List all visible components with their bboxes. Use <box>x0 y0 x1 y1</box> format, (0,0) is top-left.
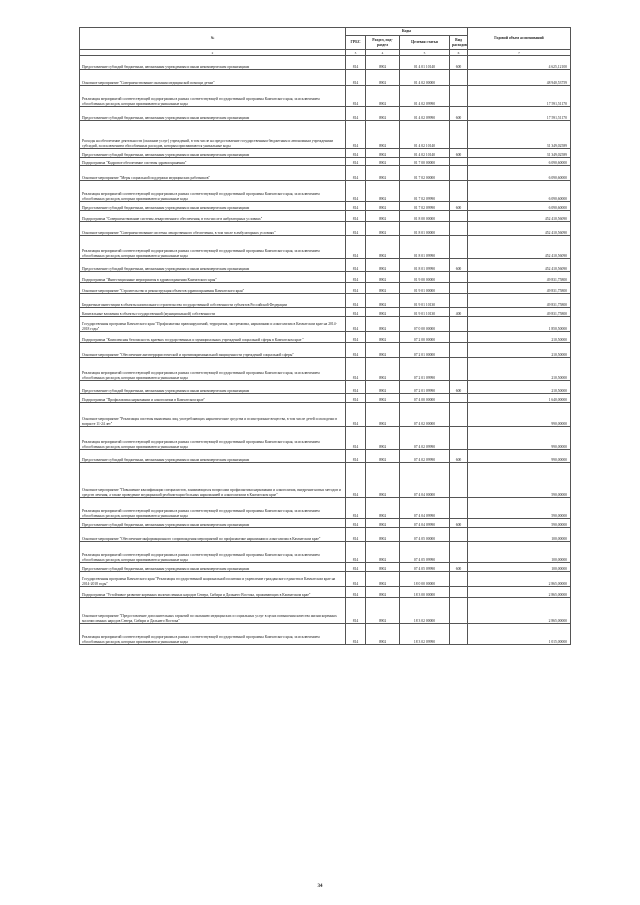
row-grbs-cell: 814 <box>346 308 366 317</box>
row-name-cell: Предоставление субсидий бюджетным, автономным учреждениям и иным некоммерческим организациям <box>80 519 346 528</box>
table-row <box>80 222 571 236</box>
row-target-cell: 07 4 05 09990 <box>400 563 450 572</box>
table-row <box>80 528 571 542</box>
row-expense-type-cell <box>450 463 468 498</box>
row-target-cell: 07 2 01 00000 <box>400 343 450 358</box>
row-grbs-cell: 814 <box>346 211 366 222</box>
row-grbs-cell: 814 <box>346 542 366 563</box>
row-target-cell: 07 0 00 00000 <box>400 317 450 332</box>
row-section-cell: 0902 <box>366 542 400 563</box>
row-expense-type-cell <box>450 498 468 519</box>
row-amount-cell: 100,00000 <box>468 542 571 563</box>
row-section-cell: 0902 <box>366 308 400 317</box>
table-row <box>80 427 571 450</box>
table-row <box>80 166 571 181</box>
row-section-cell: 0902 <box>366 450 400 463</box>
table-row <box>80 308 571 317</box>
row-name-cell: Расходы на обеспечение деятельности (оказание услуг) учреждений, в том числе на предоставление государственным бюджетным и автономным учреждениям субсидий, за исключением обособленных расходов, которым присваиваются уникальные коды <box>80 121 346 149</box>
row-section-cell: 0902 <box>366 202 400 211</box>
row-amount-cell: 100,00000 <box>468 563 571 572</box>
table-row <box>80 202 571 211</box>
row-expense-type-cell <box>450 427 468 450</box>
row-amount-cell: 1 640,00000 <box>468 394 571 403</box>
table-row <box>80 381 571 394</box>
row-grbs-cell: 814 <box>346 587 366 598</box>
row-section-cell: 0902 <box>366 358 400 381</box>
row-amount-cell: 590,00000 <box>468 498 571 519</box>
row-amount-cell: 452 410,56090 <box>468 259 571 272</box>
row-target-cell: 01 4 02 10140 <box>400 121 450 149</box>
row-amount-cell: 49 831,75800 <box>468 283 571 294</box>
row-name-cell: Бюджетные инвестиции в объекты капитального строительства государственной собственности субъектов Российской Федерации <box>80 294 346 308</box>
row-section-cell: 0902 <box>366 236 400 259</box>
table-row <box>80 498 571 519</box>
row-target-cell: 01 7 02 09990 <box>400 181 450 202</box>
table-row <box>80 107 571 121</box>
row-amount-cell: 452 410,56090 <box>468 236 571 259</box>
row-name-cell: Предоставление субсидий бюджетным, автономным учреждениям и иным некоммерческим организациям <box>80 259 346 272</box>
table-row <box>80 519 571 528</box>
table-row <box>80 158 571 166</box>
row-section-cell: 0902 <box>366 166 400 181</box>
row-name-cell: Подпрограмма "Профилактика наркомании и алкоголизма в Камчатском крае" <box>80 394 346 403</box>
row-target-cell: 07 4 02 09990 <box>400 427 450 450</box>
row-name-cell: Реализация мероприятий соответствующей подпрограммы в рамках соответствующей государственной программы Камчатского края, за исключением обособленных расходов, которым присваиваются уникальные коды <box>80 236 346 259</box>
row-amount-cell: 452 410,56090 <box>468 211 571 222</box>
row-grbs-cell: 814 <box>346 332 366 343</box>
row-expense-type-cell: 600 <box>450 202 468 211</box>
table-row <box>80 272 571 283</box>
row-section-cell: 0902 <box>366 498 400 519</box>
row-section-cell: 0902 <box>366 294 400 308</box>
row-target-cell: 07 4 04 09990 <box>400 498 450 519</box>
row-target-cell: 18 0 00 00000 <box>400 572 450 587</box>
row-section-cell: 0902 <box>366 211 400 222</box>
table-row <box>80 587 571 598</box>
row-target-cell: 18 3 00 00000 <box>400 587 450 598</box>
row-section-cell: 0902 <box>366 528 400 542</box>
row-name-cell: Предоставление субсидий бюджетным, автономным учреждениям и иным некоммерческим организациям <box>80 563 346 572</box>
row-amount-cell: 31 349,02589 <box>468 121 571 149</box>
row-amount-cell: 2 865,00000 <box>468 572 571 587</box>
row-section-cell: 0902 <box>366 332 400 343</box>
row-target-cell: 01 4 01 10140 <box>400 56 450 70</box>
row-expense-type-cell: 600 <box>450 259 468 272</box>
row-section-cell: 0902 <box>366 86 400 107</box>
row-section-cell: 0902 <box>366 587 400 598</box>
row-name-cell: Реализация мероприятий соответствующей подпрограммы в рамках соответствующей государственной программы Камчатского края, за исключением обособленных расходов, которым присваиваются уникальные коды <box>80 498 346 519</box>
row-grbs-cell: 814 <box>346 563 366 572</box>
column-number: 6 <box>450 50 468 56</box>
row-expense-type-cell <box>450 272 468 283</box>
row-grbs-cell: 814 <box>346 202 366 211</box>
header-annual-volume: Годовой объем ассигнований <box>468 28 571 50</box>
table-row <box>80 332 571 343</box>
row-grbs-cell: 814 <box>346 519 366 528</box>
row-expense-type-cell <box>450 317 468 332</box>
row-expense-type-cell <box>450 587 468 598</box>
row-section-cell: 0902 <box>366 56 400 70</box>
row-grbs-cell: 814 <box>346 272 366 283</box>
row-section-cell: 0902 <box>366 107 400 121</box>
row-amount-cell: 100,00000 <box>468 528 571 542</box>
row-amount-cell: 48 940,53759 <box>468 70 571 86</box>
row-grbs-cell: 814 <box>346 121 366 149</box>
table-row <box>80 121 571 149</box>
row-amount-cell: 452 410,56090 <box>468 222 571 236</box>
row-expense-type-cell <box>450 121 468 149</box>
row-grbs-cell: 814 <box>346 158 366 166</box>
table-row <box>80 283 571 294</box>
row-target-cell: 01 8 00 00000 <box>400 211 450 222</box>
row-section-cell: 0902 <box>366 598 400 624</box>
row-grbs-cell: 814 <box>346 394 366 403</box>
table-row <box>80 236 571 259</box>
row-name-cell: Предоставление субсидий бюджетным, автономным учреждениям и иным некоммерческим организациям <box>80 381 346 394</box>
row-name-cell: Основное мероприятие "Совершенствование системы лекарственного обеспечения, в том числе в амбулаторных условиях" <box>80 222 346 236</box>
row-grbs-cell: 814 <box>346 358 366 381</box>
row-section-cell: 0902 <box>366 222 400 236</box>
table-row <box>80 149 571 158</box>
row-target-cell: 01 9 01 10130 <box>400 308 450 317</box>
row-name-cell: Реализация мероприятий соответствующей подпрограммы в рамках соответствующей государственной программы Камчатского края, за исключением обособленных расходов, которым присваиваются уникальные коды <box>80 624 346 645</box>
row-amount-cell: 1 015,00000 <box>468 624 571 645</box>
row-name-cell: Подпрограмма "Кадровое обеспечение системы здравоохранения" <box>80 158 346 166</box>
row-target-cell: 01 8 01 09990 <box>400 259 450 272</box>
row-section-cell: 0902 <box>366 181 400 202</box>
row-expense-type-cell <box>450 542 468 563</box>
row-section-cell: 0902 <box>366 403 400 427</box>
row-target-cell: 01 7 00 00000 <box>400 158 450 166</box>
row-grbs-cell: 814 <box>346 222 366 236</box>
row-amount-cell: 2 865,00000 <box>468 587 571 598</box>
row-amount-cell: 210,50000 <box>468 381 571 394</box>
row-grbs-cell: 814 <box>346 427 366 450</box>
row-amount-cell: 990,00000 <box>468 403 571 427</box>
row-expense-type-cell <box>450 572 468 587</box>
row-name-cell: Капитальные вложения в объекты государственной (муниципальной) собственности <box>80 308 346 317</box>
row-name-cell: Подпрограмма "Комплексная безопасность краевых государственных и муниципальных учреждений социальной сферы в Камчатском крае " <box>80 332 346 343</box>
table-row <box>80 598 571 624</box>
row-name-cell: Предоставление субсидий бюджетным, автономным учреждениям и иным некоммерческим организациям <box>80 56 346 70</box>
row-name-cell: Основное мероприятие "Предоставление дополнительных гарантий по оказанию медицинских и социальных услуг в целях повышения качества жизни коренных малочисленных народов Севера, Сибири и Дальнего Востока" <box>80 598 346 624</box>
row-amount-cell: 990,00000 <box>468 427 571 450</box>
table-row <box>80 403 571 427</box>
row-amount-cell: 17 591,51170 <box>468 86 571 107</box>
table-row <box>80 563 571 572</box>
row-grbs-cell: 814 <box>346 70 366 86</box>
table-row <box>80 317 571 332</box>
header-codes: Коды <box>346 28 468 36</box>
row-target-cell: 01 9 01 10130 <box>400 294 450 308</box>
row-grbs-cell: 814 <box>346 381 366 394</box>
row-expense-type-cell <box>450 624 468 645</box>
table-row <box>80 211 571 222</box>
row-grbs-cell: 814 <box>346 166 366 181</box>
row-section-cell: 0902 <box>366 381 400 394</box>
row-expense-type-cell <box>450 528 468 542</box>
budget-table <box>79 27 571 645</box>
row-target-cell: 07 4 05 00000 <box>400 528 450 542</box>
row-grbs-cell: 814 <box>346 294 366 308</box>
row-target-cell: 07 2 01 09990 <box>400 381 450 394</box>
header-grbs: ГРБС <box>346 36 366 50</box>
row-target-cell: 18 3 02 00000 <box>400 598 450 624</box>
row-name-cell: Основное мероприятие "Строительство и реконструкция объектов здравоохранения Камчатского края" <box>80 283 346 294</box>
row-section-cell: 0902 <box>366 121 400 149</box>
row-expense-type-cell <box>450 358 468 381</box>
row-amount-cell: 49 831,75800 <box>468 308 571 317</box>
row-grbs-cell: 814 <box>346 56 366 70</box>
row-grbs-cell: 814 <box>346 463 366 498</box>
table-row <box>80 259 571 272</box>
row-expense-type-cell: 600 <box>450 563 468 572</box>
row-target-cell: 01 8 01 00000 <box>400 222 450 236</box>
row-name-cell: Предоставление субсидий бюджетным, автономным учреждениям и иным некоммерческим организациям <box>80 107 346 121</box>
column-number: 3 <box>346 50 366 56</box>
table-row <box>80 572 571 587</box>
row-name-cell: Реализация мероприятий соответствующей подпрограммы в рамках соответствующей государственной программы Камчатского края, за исключением обособленных расходов, которым присваиваются уникальные коды <box>80 427 346 450</box>
row-section-cell: 0902 <box>366 624 400 645</box>
column-number: 2 <box>80 50 346 56</box>
page-number: 34 <box>317 884 323 889</box>
table-row <box>80 181 571 202</box>
table-row <box>80 56 571 70</box>
row-grbs-cell: 814 <box>346 624 366 645</box>
row-amount-cell: 990,00000 <box>468 450 571 463</box>
column-number: 7 <box>468 50 571 56</box>
row-target-cell: 01 4 02 00000 <box>400 70 450 86</box>
row-expense-type-cell <box>450 211 468 222</box>
row-expense-type-cell: 600 <box>450 381 468 394</box>
row-grbs-cell: 814 <box>346 528 366 542</box>
row-expense-type-cell: 600 <box>450 107 468 121</box>
row-name-cell: Основное мероприятие "Совершенствование оказания медицинской помощи детям" <box>80 70 346 86</box>
row-target-cell: 01 7 02 09990 <box>400 202 450 211</box>
row-amount-cell: 6 090,60000 <box>468 202 571 211</box>
row-name-cell: Предоставление субсидий бюджетным, автономным учреждениям и иным некоммерческим организациям <box>80 450 346 463</box>
row-amount-cell: 1 850,50000 <box>468 317 571 332</box>
row-amount-cell: 49 831,75800 <box>468 294 571 308</box>
row-expense-type-cell <box>450 283 468 294</box>
row-target-cell: 07 4 02 00000 <box>400 403 450 427</box>
row-grbs-cell: 814 <box>346 403 366 427</box>
row-expense-type-cell <box>450 394 468 403</box>
row-grbs-cell: 814 <box>346 86 366 107</box>
row-target-cell: 07 4 04 00000 <box>400 463 450 498</box>
header-target-article: Целевая статья <box>400 36 450 50</box>
table-row <box>80 624 571 645</box>
row-section-cell: 0902 <box>366 70 400 86</box>
row-expense-type-cell <box>450 222 468 236</box>
row-grbs-cell: 814 <box>346 343 366 358</box>
row-target-cell: 07 4 00 00000 <box>400 394 450 403</box>
row-grbs-cell: 814 <box>346 107 366 121</box>
row-expense-type-cell: 600 <box>450 519 468 528</box>
row-section-cell: 0902 <box>366 463 400 498</box>
row-section-cell: 0902 <box>366 272 400 283</box>
row-name-cell: Предоставление субсидий бюджетным, автономным учреждениям и иным некоммерческим организациям <box>80 202 346 211</box>
row-amount-cell: 210,50000 <box>468 358 571 381</box>
column-number: 4 <box>366 50 400 56</box>
row-name-cell: Предоставление субсидий бюджетным, автономным учреждениям и иным некоммерческим организациям <box>80 149 346 158</box>
row-name-cell: Основное мероприятие "Реализация системы выявления лиц, употребляющих наркотические средства и психотропные вещества, в том числе детей и молодежи в возрасте 11-24 лет" <box>80 403 346 427</box>
row-expense-type-cell <box>450 181 468 202</box>
row-grbs-cell: 814 <box>346 572 366 587</box>
row-name-cell: Основное мероприятие "Обеспечение антитеррористической и противокриминальной защищенности учреждений социальной сферы" <box>80 343 346 358</box>
row-grbs-cell: 814 <box>346 259 366 272</box>
row-expense-type-cell: 600 <box>450 450 468 463</box>
row-target-cell: 01 7 02 00000 <box>400 166 450 181</box>
row-amount-cell: 2 865,00000 <box>468 598 571 624</box>
row-section-cell: 0902 <box>366 259 400 272</box>
row-section-cell: 0902 <box>366 572 400 587</box>
header-section: Раздел, под-раздел <box>366 36 400 50</box>
row-name-cell: Реализация мероприятий соответствующей подпрограммы в рамках соответствующей государственной программы Камчатского края, за исключением обособленных расходов, которым присваиваются уникальные коды <box>80 358 346 381</box>
row-target-cell: 07 4 02 09990 <box>400 450 450 463</box>
row-target-cell: 01 8 01 09990 <box>400 236 450 259</box>
row-target-cell: 01 4 02 09990 <box>400 107 450 121</box>
header-number: № <box>80 28 346 50</box>
row-expense-type-cell <box>450 86 468 107</box>
table-row <box>80 70 571 86</box>
row-target-cell: 01 4 02 09990 <box>400 86 450 107</box>
table-row <box>80 463 571 498</box>
row-expense-type-cell <box>450 158 468 166</box>
table-row <box>80 86 571 107</box>
row-section-cell: 0902 <box>366 519 400 528</box>
table-row <box>80 450 571 463</box>
row-amount-cell: 6 090,60000 <box>468 158 571 166</box>
row-section-cell: 0902 <box>366 563 400 572</box>
row-name-cell: Подпрограмма "Устойчивое развитие коренных малочисленных народов Севера, Сибири и Дальнего Востока, проживающих в Камчатском крае" <box>80 587 346 598</box>
row-name-cell: Реализация мероприятий соответствующей подпрограммы в рамках соответствующей государственной программы Камчатского края, за исключением обособленных расходов, которым присваиваются уникальные коды <box>80 542 346 563</box>
row-grbs-cell: 814 <box>346 181 366 202</box>
table-row <box>80 294 571 308</box>
row-name-cell: Подпрограмма "Инвестиционные мероприятия в здравоохранении Камчатского края" <box>80 272 346 283</box>
row-expense-type-cell <box>450 236 468 259</box>
table-row <box>80 542 571 563</box>
header-expense-type: Вид расходов <box>450 36 468 50</box>
row-expense-type-cell <box>450 70 468 86</box>
column-number: 5 <box>400 50 450 56</box>
row-grbs-cell: 814 <box>346 317 366 332</box>
row-name-cell: Основное мероприятие "Повышение квалификации специалистов, занимающихся вопросами профилактики наркомании и алкоголизма, внедрение новых методов и средств лечения, а также проведение медицинской реабилитации больных наркоманией и алкоголизмом в Камчатском крае" <box>80 463 346 498</box>
row-grbs-cell: 814 <box>346 598 366 624</box>
document-page <box>79 27 570 645</box>
row-target-cell: 07 4 04 09990 <box>400 519 450 528</box>
row-grbs-cell: 814 <box>346 236 366 259</box>
row-section-cell: 0902 <box>366 158 400 166</box>
table-row <box>80 358 571 381</box>
row-target-cell: 07 2 00 00000 <box>400 332 450 343</box>
row-grbs-cell: 814 <box>346 498 366 519</box>
row-name-cell: Реализация мероприятий соответствующей подпрограммы в рамках соответствующей государственной программы Камчатского края, за исключением обособленных расходов, которым присваиваются уникальные коды <box>80 86 346 107</box>
row-amount-cell: 49 831,75800 <box>468 272 571 283</box>
row-grbs-cell: 814 <box>346 450 366 463</box>
row-name-cell: Подпрограмма "Совершенствование системы лекарственного обеспечения, в том числе в амбулаторных условиях" <box>80 211 346 222</box>
row-target-cell: 01 9 01 00000 <box>400 283 450 294</box>
row-name-cell: Основное мероприятие "Обеспечение информационного сопровождения мероприятий по профилактике наркомании и алкоголизма в Камчатском крае" <box>80 528 346 542</box>
row-target-cell: 07 2 01 09990 <box>400 358 450 381</box>
row-expense-type-cell: 400 <box>450 308 468 317</box>
row-name-cell: Государственная программа Камчатского края "Реализация государственной национальной политики и укрепление гражданского единства в Камчатском крае на 2014-2018 годы" <box>80 572 346 587</box>
table-row <box>80 394 571 403</box>
row-section-cell: 0902 <box>366 317 400 332</box>
row-grbs-cell: 814 <box>346 283 366 294</box>
row-amount-cell: 590,00000 <box>468 463 571 498</box>
row-section-cell: 0902 <box>366 343 400 358</box>
row-section-cell: 0902 <box>366 283 400 294</box>
row-section-cell: 0902 <box>366 149 400 158</box>
row-amount-cell: 210,50000 <box>468 343 571 358</box>
row-amount-cell: 6 090,60000 <box>468 166 571 181</box>
row-grbs-cell: 814 <box>346 149 366 158</box>
row-name-cell: Основное мероприятие "Меры социальной поддержки медицинских работников" <box>80 166 346 181</box>
row-section-cell: 0902 <box>366 394 400 403</box>
row-expense-type-cell: 600 <box>450 56 468 70</box>
row-amount-cell: 31 349,02589 <box>468 149 571 158</box>
row-expense-type-cell <box>450 598 468 624</box>
row-amount-cell: 17 591,51170 <box>468 107 571 121</box>
row-name-cell: Государственная программа Камчатского края "Профилактика правонарушений, терроризма, экстремизма, наркомании и алкоголизма в Камчатском крае на 2014-2018 годы" <box>80 317 346 332</box>
row-amount-cell: 590,00000 <box>468 519 571 528</box>
table-row <box>80 343 571 358</box>
row-amount-cell: 4 625,12100 <box>468 56 571 70</box>
row-expense-type-cell <box>450 166 468 181</box>
row-name-cell: Реализация мероприятий соответствующей подпрограммы в рамках соответствующей государственной программы Камчатского края, за исключением обособленных расходов, которым присваиваются уникальные коды <box>80 181 346 202</box>
row-expense-type-cell: 600 <box>450 149 468 158</box>
row-amount-cell: 210,50000 <box>468 332 571 343</box>
row-target-cell: 01 4 02 10140 <box>400 149 450 158</box>
row-expense-type-cell <box>450 332 468 343</box>
row-section-cell: 0902 <box>366 427 400 450</box>
row-expense-type-cell <box>450 294 468 308</box>
row-target-cell: 01 9 00 00000 <box>400 272 450 283</box>
row-expense-type-cell <box>450 343 468 358</box>
row-target-cell: 18 3 02 09990 <box>400 624 450 645</box>
row-target-cell: 07 4 05 09990 <box>400 542 450 563</box>
row-expense-type-cell <box>450 403 468 427</box>
row-amount-cell: 6 090,60000 <box>468 181 571 202</box>
